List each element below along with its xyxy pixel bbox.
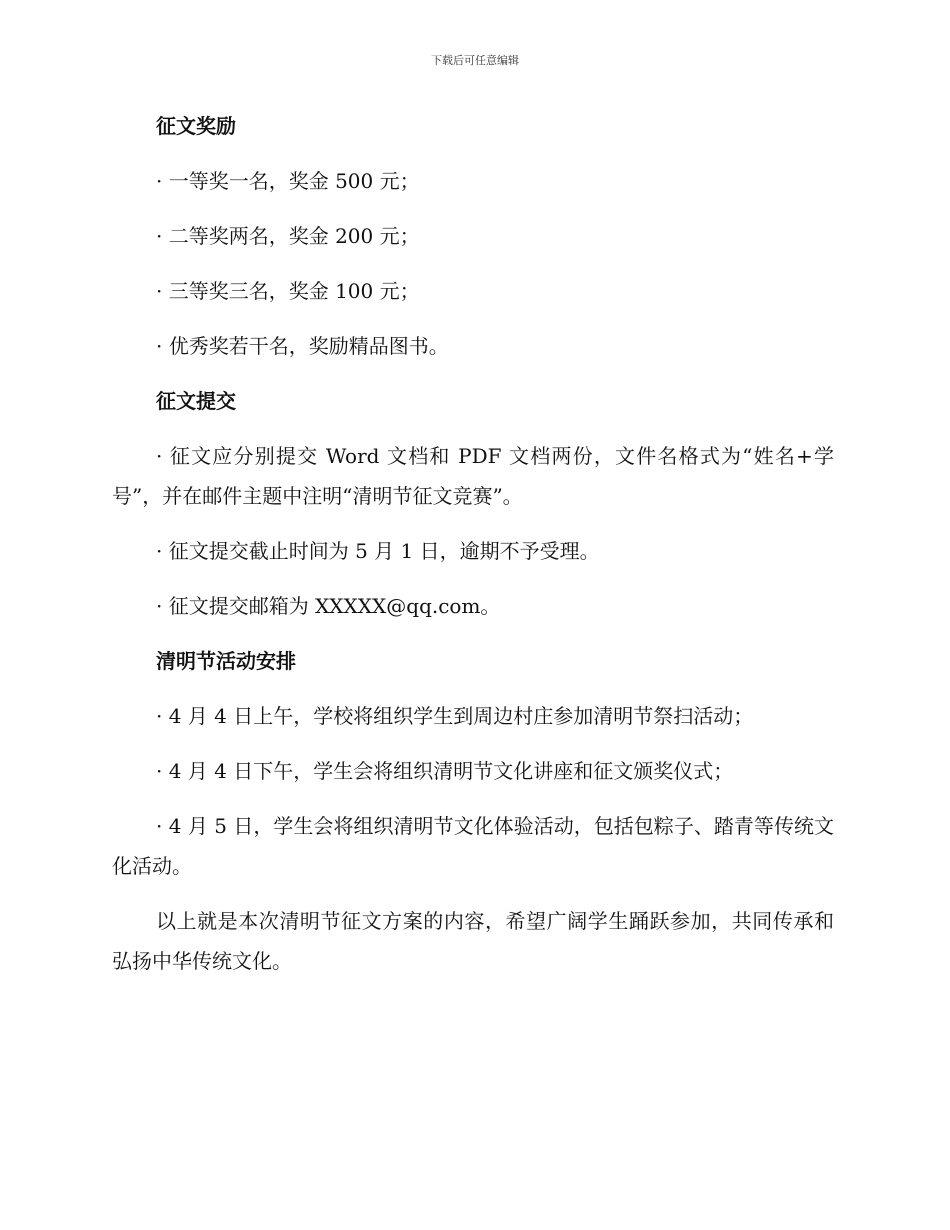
- page-header: 下载后可任意编辑: [431, 54, 519, 67]
- submission-item-email: · 征文提交邮箱为 XXXXX@qq.com。: [156, 594, 501, 618]
- award-item-second: · 二等奖两名，奖金 200 元；: [156, 224, 420, 248]
- closing-paragraph: 以上就是本次清明节征文方案的内容，希望广阔学生踊跃参加，共同传承和弘扬中华传统文化。: [112, 909, 834, 973]
- submission-item-format: · 征文应分别提交 Word 文档和 PDF 文档两份，文件名格式为“姓名+学号”，并在邮件主题中注明“清明节征文竞赛”。: [112, 444, 834, 508]
- activity-item-fifth: · 4 月 5 日，学生会将组织清明节文化体验活动，包括包粽子、踏青等传统文化活动。: [112, 814, 834, 878]
- activity-item-morning: · 4 月 4 日上午，学校将组织学生到周边村庄参加清明节祭扫活动；: [156, 704, 754, 728]
- submission-item-deadline: · 征文提交截止时间为 5 月 1 日，逾期不予受理。: [156, 539, 600, 563]
- section-heading-awards: 征文奖励: [156, 114, 236, 138]
- section-heading-activities: 清明节活动安排: [156, 649, 296, 673]
- award-item-excellence: · 优秀奖若干名，奖励精品图书。: [156, 334, 449, 358]
- document-body: [112, 106, 834, 996]
- award-item-first: · 一等奖一名，奖金 500 元；: [156, 169, 420, 193]
- activity-item-afternoon: · 4 月 4 日下午，学生会将组织清明节文化讲座和征文颁奖仪式；: [156, 759, 734, 783]
- award-item-third: · 三等奖三名，奖金 100 元；: [156, 279, 420, 303]
- section-heading-submission: 征文提交: [156, 389, 236, 413]
